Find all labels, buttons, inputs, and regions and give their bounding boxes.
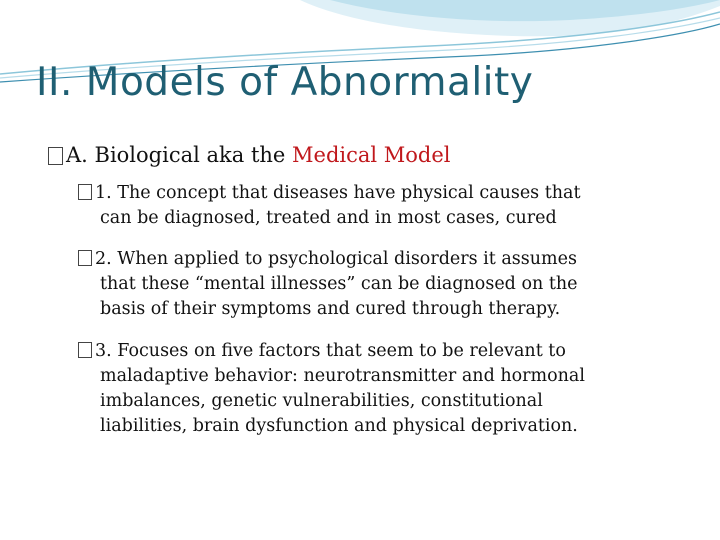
- square-bullet-icon: [78, 250, 92, 266]
- list-item: [95, 247, 696, 322]
- square-bullet-icon: [78, 342, 92, 358]
- list-item-number: 1.: [95, 183, 112, 203]
- list-item-line: can be diagnosed, treated and in most cases, cured: [100, 208, 557, 228]
- heading-prefix: A. Biological aka the: [66, 143, 293, 167]
- list-item-line: 3. Focuses on five factors that seem to be relevant to: [100, 339, 696, 364]
- square-bullet-icon: [78, 184, 92, 200]
- list-item: [95, 339, 696, 439]
- heading-highlight: Medical Model: [292, 143, 451, 167]
- list-item-line: 1. The concept that diseases have physical causes that: [100, 181, 696, 206]
- list-item-number: 3.: [95, 341, 112, 361]
- list-item-line: that these “mental illnesses” can be diagnosed on the: [100, 274, 578, 294]
- list-item-line: maladaptive behavior: neurotransmitter and hormonal: [100, 366, 585, 386]
- list-item-number: 2.: [95, 249, 112, 269]
- page-title: II. Models of Abnormality: [36, 60, 534, 105]
- bullet-heading: [48, 143, 451, 167]
- list-item-line: liabilities, brain dysfunction and physical deprivation.: [100, 416, 578, 436]
- list-item-line: basis of their symptoms and cured through therapy.: [100, 299, 561, 319]
- list-item: [95, 181, 696, 231]
- list-item-line: 2. When applied to psychological disorders it assumes: [100, 247, 696, 272]
- square-bullet-icon: [48, 147, 63, 165]
- list-item-line: imbalances, genetic vulnerabilities, constitutional: [100, 391, 543, 411]
